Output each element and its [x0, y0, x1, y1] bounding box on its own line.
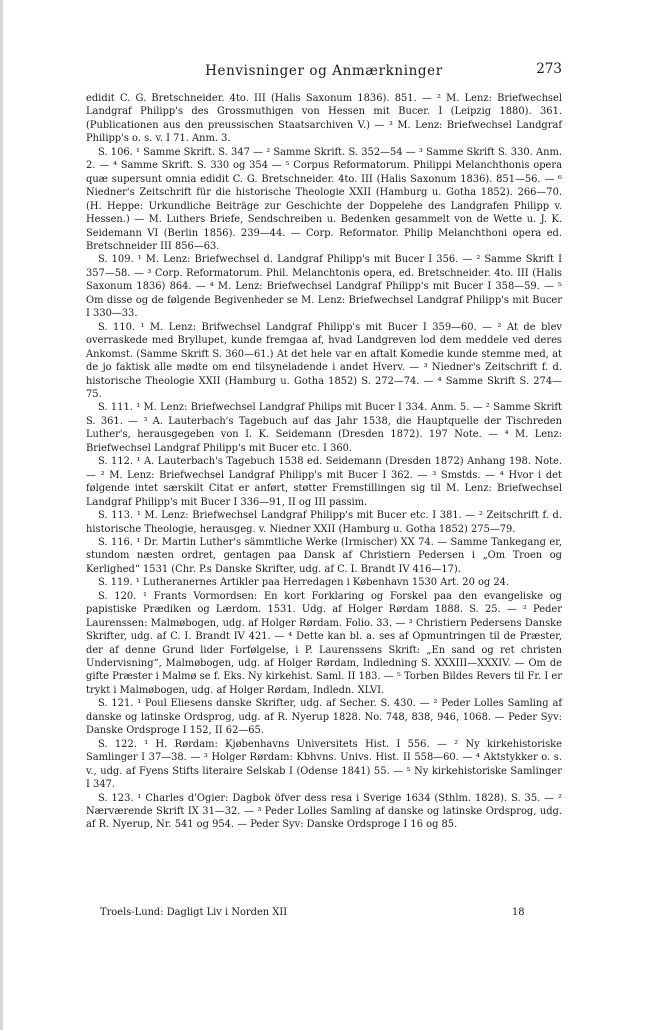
- note-paragraph-continued: edidit C. G. Bretschneider. 4to. III (Halis Saxonum 1836). 851. — ² M. Lenz: Briefwechsel Landgraf Philipp's des Grossmuthigen von Hessen mit Bucer. I (Leipzig 1880). 361. (Publicationen aus den preussischen Staatsarchiven V.) — ³ M. Lenz: Briefwechsel Landgraf Philipp's o. s. v. I 71. Anm. 3.: [86, 93, 562, 145]
- note-paragraph-s110: S. 110. ¹ M. Lenz: Brifwechsel Landgraf Philipp's mit Bucer I 359—60. — ² At de blev overraskede med Bryllupet, kunde fremgaa af, hvad Landgreven lod dem meddele ved deres Ankomst. (Samme Skrift S. 360—61.) At det hele var en aftalt Komedie kunde stemme med, at de jo faktisk alle mødte om end tilsyneladende i andet Hverv. — ³ Niedner's Zeitschrift f. d. historische Theologie XXII (Hamburg u. Gotha 1852) S. 272—74. — ⁴ Samme Skrift S. 274— 75.: [86, 321, 562, 400]
- note-paragraph-s111: S. 111. ¹ M. Lenz: Briefwechsel Landgraf Philips mit Bucer I 334. Anm. 5. — ² Samme Skrift S. 361. — ³ A. Lauterbach's Tagebuch auf das Jahr 1538, die Hauptquelle der Tischreden Luther's, herausgegeben von I. K. Seidemann (Dresden 1872). 197 Note. — ⁴ M. Lenz: Briefwechsel Landgraf Philipp's mit Bucer etc. I 360.: [86, 402, 562, 454]
- note-paragraph-s109: S. 109. ¹ M. Lenz: Briefwechsel d. Landgraf Philipp's mit Bucer I 356. — ² Samme Skrift I 357—58. — ³ Corp. Reformatorum. Phil. Melanchtonis opera, ed. Bretschneider. 4to. III (Halis Saxonum 1836) 864. — ⁴ M. Lenz: Briefwechsel Landgraf Philipp's mit Bucer I 358—59. — ⁵ Om disse og de følgende Begivenheder se M. Lenz: Briefwechsel Landgraf Philipp's mit Bucer I 330—33.: [86, 254, 562, 320]
- notes-body: [86, 92, 562, 832]
- note-paragraph-s113: S. 113. ¹ M. Lenz: Briefwechsel Landgraf Philipp's mit Bucer etc. I 381. — ² Zeitschrift f. d. historische Theologie, herausgeg. v. Niedner XXII (Hamburg u. Gotha 1852) 275—79.: [86, 510, 562, 535]
- note-paragraph-s119: S. 119. ¹ Lutheranernes Artikler paa Herredagen i København 1530 Art. 20 og 24.: [98, 577, 510, 589]
- running-head: [86, 61, 562, 85]
- page-footer: [100, 907, 562, 923]
- note-paragraph-s116: S. 116. ¹ Dr. Martin Luther's sämmtliche Werke (Irmischer) XX 74. — Samme Tankegang er, stundom næsten ordret, gentagen paa Dansk af Christiern Pedersen i „Om Troen og Kerlighed“ 1531 (Chr. P.s Danske Skrifter, udg. af C. I. Brandt IV 416—17).: [86, 536, 562, 575]
- footer-signature: Troels-Lund: Dagligt Liv i Norden XII: [100, 907, 288, 918]
- footer-sheet-number: 18: [512, 907, 525, 918]
- note-paragraph-s112: S. 112. ¹ A. Lauterbach's Tagebuch 1538 ed. Seidemann (Dresden 1872) Anhang 198. Note. — ² M. Lenz: Briefwechsel Landgraf Philipp's mit Bucer I 362. — ³ Smstds. — ⁴ Hvor i det følgende intet særskilt Citat er anført, støtter Fremstillingen sig til M. Lenz: Briefwechsel Landgraf Philipp's mit Bucer I 336—91, II og III passim.: [86, 456, 562, 508]
- note-paragraph-s123: S. 123. ¹ Charles d'Ogier: Dagbok öfver dess resa i Sverige 1634 (Sthlm. 1828). S. 35. — ² Nærværende Skrift IX 31—32. — ³ Peder Lolles Samling af danske og latinske Ordsprog, udg. af R. Nyerup, Nr. 541 og 954. — Peder Syv: Danske Ordsproge I 16 og 85.: [86, 792, 562, 831]
- note-paragraph-s106: S. 106. ¹ Samme Skrift. S. 347 — ² Samme Skrift. S. 352—54 — ³ Samme Skrift S. 330. Anm. 2. — ⁴ Samme Skrift. S. 330 og 354 — ⁵ Corpus Reformatorum. Philippi Melanchthonis opera quæ supersunt omnia edidit C. G. Bretschneider. 4to. III (Halis Saxonum 1836). 851—56. — ⁶ Niedner's Zeitschrift für die historische Theologie XXII (Hamburg u. Gotha 1852). 266—70. (H. Heppe: Urkundliche Beiträge zur Geschichte der Doppelehe des Landgrafen Philipp v. Hessen.) — M. Luthers Briefe, Sendschreiben u. Bedenken gesammelt von de Wette u. J. K. Seidemann VI (Berlin 1856). 239—44. — Corp. Reformator. Philip Melanchthoni opera ed. Bretschneider III 856—63.: [86, 146, 562, 252]
- note-paragraph-s121: S. 121. ¹ Poul Eliesens danske Skrifter, udg. af Secher. S. 430. — ² Peder Lolles Samling af danske og latinske Ordsprog, udg. af R. Nyerup 1828. No. 748, 838, 946, 1068. — Peder Syv: Danske Ordsproge I 152, II 62—65.: [86, 698, 562, 737]
- page-number: 273: [536, 61, 562, 77]
- note-paragraph-s120: S. 120. ¹ Frants Vormordsen: En kort Forklaring og Forskel paa den evangeliske og papistiske Prædiken og Lærdom. 1531. Udg. af Holger Rørdam 1888. S. 25. — ² Peder Laurenssen: Malmøbogen, udg. af Holger Rørdam. Folio. 33. — ³ Christiern Pedersens Danske Skrifter, udg. af C. I. Brandt IV 421. — ⁴ Dette kan bl. a. ses af Opmuntringen til de Præster, der af denne Grund lider Forfølgelse, i P. Laurenssens Skrift: „En sand og ret christen Undervisning“, Malmøbogen, udg. af Holger Rørdam, Indledning S. XXXIII—XXXIV. — Om de gifte Præster i Malmø se f. Eks. Ny kirkehist. Saml. II 183. — ⁵ Torben Bildes Revers til Fr. I er trykt i Malmøbogen, udg. af Holger Rørdam, Indledn. XLVI.: [86, 590, 562, 696]
- note-paragraph-s122: S. 122. ¹ H. Rørdam: Kjøbenhavns Universitets Hist. I 556. — ² Ny kirkehistoriske Samlinger I 37—38. — ³ Holger Rørdam: Kbhvns. Univs. Hist. II 558—60. — ⁴ Aktstykker o. s. v., udg. af Fyens Stifts literaire Selskab I (Odense 1841) 55. — ⁵ Ny kirkehistoriske Samlinger I 347.: [86, 738, 562, 791]
- running-title: Henvisninger og Anmærkninger: [205, 63, 443, 79]
